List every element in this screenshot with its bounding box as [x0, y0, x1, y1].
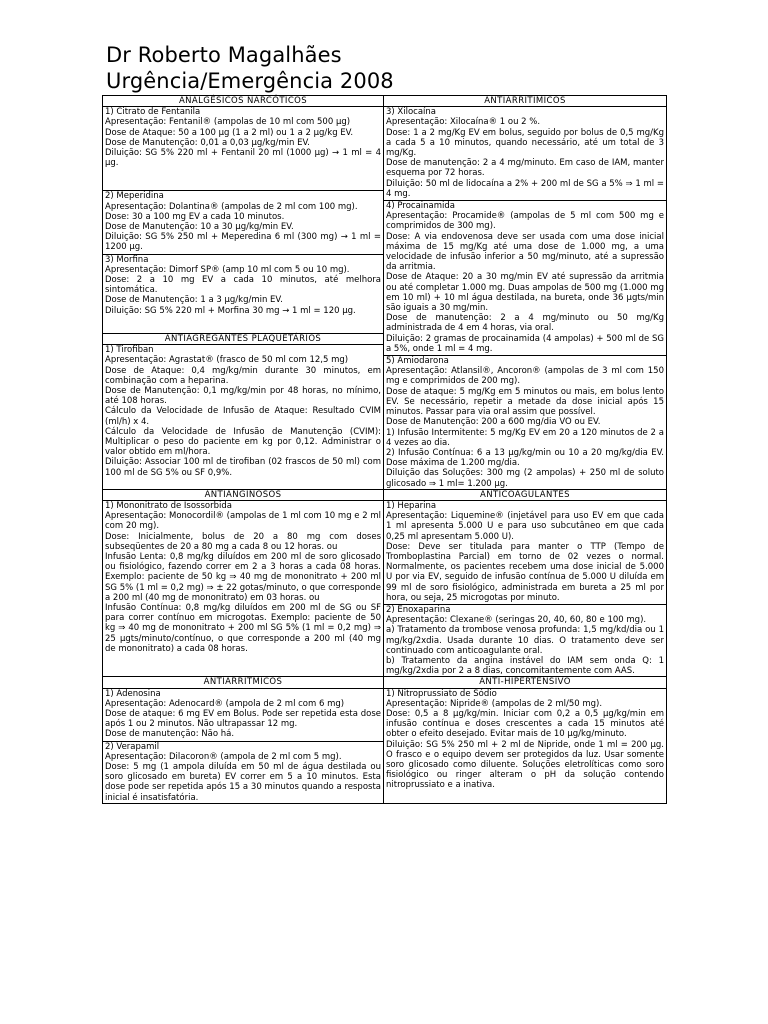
drug-line: Dose: 2 a 10 mg EV a cada 10 minutos, até melhora sintomática.	[105, 275, 381, 296]
drug-title: 3) Morfina	[105, 254, 149, 265]
drug-block-fentanila	[105, 107, 381, 168]
drug-line: Apresentação: Atlansil®, Ancoron® (ampolas de 3 ml com 150 mg e comprimidos de 200 mg).	[386, 366, 664, 387]
section-header-antiarritmicos: ANTIARRITIMICOS	[384, 96, 667, 107]
drug-line: Dose: 1 a 2 mg/Kg EV em bolus, seguido por bolus de 0,5 mg/Kg a cada 5 a 10 minutos, quando necessário, até um total de 3 mg/Kg.	[386, 127, 664, 159]
drug-line: Apresentação: Xilocaína® 1 ou 2 %.	[386, 117, 541, 128]
drug-title: 5) Amiodarona	[386, 356, 449, 367]
drug-line: Diluição: 2 gramas de procainamida (4 ampolas) + 500 ml de SG a 5%, onde 1 ml = 4 mg.	[386, 333, 664, 354]
drug-title: 2) Meperidina	[105, 191, 164, 202]
drug-line: Dose de Manutenção: 0,01 a 0,03 µg/kg/min EV.	[105, 137, 310, 148]
drug-line: Diluição: SG 5% 250 ml + Meperedina 6 ml (300 mg) → 1 ml = 1200 µg.	[105, 232, 381, 253]
drug-line: Dose de Ataque: 0,4 mg/kg/min durante 30 minutos, em combinação com a heparina.	[105, 365, 381, 386]
drug-block-adenosina	[105, 689, 381, 740]
drug-block-nitroprussiato	[386, 689, 664, 791]
drug-line: Dose de Manutenção: 200 a 600 mg/dia VO ou EV.	[386, 417, 601, 428]
antiarritmicos-2-cell	[103, 688, 384, 803]
drug-line: b) Tratamento da angina instável do IAM sem onda Q: 1 mg/kg/2xdia por 2 a 8 dias, concomitantemente com AAS.	[386, 655, 664, 677]
drug-block-tirofiban	[105, 345, 381, 478]
section-header-analgesicos: ANALGÉSICOS NARCÓTICOS	[103, 96, 384, 107]
drug-line: Infusão Lenta: 0,8 mg/kg diluídos em 200 ml de soro glicosado ou fisiológico, fazendo correr em 2 a 3 horas a cada 08 horas. Exemplo: paciente de 50 kg ⇒ 40 mg de mononitrato + 200 ml SG 5% (1 ml = 0,2 mg) ⇒ ± 22 gotas/minuto, o que corresponde a 200 ml (40 mg de mononitrato) em 03 horas. ou	[105, 551, 381, 603]
drug-title: 4) Procainamida	[386, 201, 455, 212]
section-row	[103, 688, 667, 803]
section-header-antianginosos: ANTIANGINOSOS	[103, 489, 384, 500]
section-header-row	[103, 96, 667, 107]
drug-line: Apresentação: Adenocard® (ampola de 2 ml com 6 mg)	[105, 698, 345, 709]
drug-block-verapamil	[105, 742, 381, 803]
drug-line: Cálculo da Velocidade de Infusão de Manutenção (CVIM): Multiplicar o peso do paciente em kg por 0,12. Administrar o valor obtido em ml/hora.	[105, 426, 381, 458]
drug-line: Dose de ataque: 5 mg/Kg em 5 minutos ou mais, em bolus lento EV. Se necessário, repetir a metade da dose inicial após 15 minutos. Passar para via oral assim que possível.	[386, 386, 664, 418]
document-header	[106, 42, 666, 94]
drug-title: 1) Heparina	[386, 500, 437, 511]
drug-line: Dose de Manutenção: 1 a 3 µg/kg/min EV.	[105, 295, 283, 306]
document-title: Urgência/Emergência 2008	[106, 69, 394, 93]
drug-line: a) Tratamento da trombose venosa profunda: 1,5 mg/kd/dia ou 1 mg/kg/2xdia. Usada durante 10 dias. O tratamento deve ser continuado com anticoagulante oral.	[386, 625, 664, 656]
drug-block-morfina	[105, 255, 381, 316]
drug-line: Dose: 0,5 a 8 µg/kg/min. Iniciar com 0,2 a 0,5 µg/kg/min em infusão contínua e doses crescentes a cada 15 minutos até obter o efeito desejado. Evitar mais de 10 µg/kg/minuto.	[386, 708, 664, 740]
drug-line: Apresentação: Nipride® (ampolas de 2 ml/50 mg).	[386, 698, 603, 709]
drug-line: 1) Infusão Intermitente: 5 mg/Kg EV em 20 a 120 minutos de 2 a 4 vezes ao dia.	[386, 427, 664, 448]
drug-title: 2) Enoxaparina	[386, 604, 451, 615]
drug-block-meperidina	[105, 191, 381, 252]
drug-block-enoxaparina	[386, 605, 664, 676]
drug-line: Apresentação: Clexane® (seringas 20, 40, 60, 80 e 100 mg).	[386, 615, 647, 626]
drug-title: 1) Adenosina	[105, 688, 161, 699]
drug-line: 2) Infusão Contínua: 6 a 13 µg/kg/min ou 10 a 20 mg/kg/dia EV. Dose máxima de 1.200 mg/dia.	[386, 447, 664, 469]
anticoagulantes-cell	[384, 500, 667, 676]
drug-line: Apresentação: Dilacoron® (ampola de 2 ml com 5 mg).	[105, 751, 342, 762]
drug-line: Apresentação: Dimorf SP® (amp 10 ml com 5 ou 10 mg).	[105, 264, 350, 275]
section-row	[103, 107, 667, 334]
analgesicos-cell	[103, 107, 384, 334]
drug-title: 1) Citrato de Fentanila	[105, 107, 201, 118]
drug-line: Apresentação: Agrastat® (frasco de 50 ml com 12,5 mg)	[105, 355, 349, 366]
drug-line: Apresentação: Fentanil® (ampolas de 10 ml com 500 µg)	[105, 117, 351, 128]
drug-line: Dose de manutenção: 2 a 4 mg/minuto. Em caso de IAM, manter esquema por 72 horas.	[386, 158, 664, 179]
section-header-row	[103, 677, 667, 688]
drug-line: Diluição das Soluções: 300 mg (2 ampolas) + 250 ml de soluto glicosado ⇒ 1 ml= 1.200 µg.	[386, 468, 664, 489]
section-header-antiarritmicos-2: ANTIARRITMICOS	[103, 677, 384, 688]
drug-title: 1) Nitroprussiato de Sódio	[386, 688, 497, 699]
antihipertensivo-cell	[384, 688, 667, 803]
drug-line: Diluição: SG 5% 220 ml + Morfina 30 mg → 1 ml = 120 µg.	[105, 305, 356, 316]
drug-title: 3) Xilocaína	[386, 107, 437, 118]
drug-line: Apresentação: Monocordil® (ampolas de 1 ml com 10 mg e 2 ml com 20 mg).	[105, 511, 381, 532]
drug-line: Dose de Manutenção: 0,1 mg/kg/min por 48 horas, no mínimo, até 108 horas.	[105, 385, 381, 407]
drug-block-amiodarona	[386, 356, 664, 489]
drug-table	[102, 95, 667, 804]
drug-line: Dose: A via endovenosa deve ser usada com uma dose inicial máxima de 15 mg/Kg até uma dose de 1.000 mg, a uma velocidade de infusão inferior a 50 mg/minuto, até a supressão da arritmia.	[386, 231, 664, 273]
drug-line: Dose de manutenção: Não há.	[105, 729, 235, 740]
drug-title: 1) Tirofiban	[105, 345, 154, 356]
drug-line: Dose de manutenção: 2 a 4 mg/minuto ou 50 mg/Kg administrada de 4 em 4 horas, via oral.	[386, 313, 664, 334]
section-header-antihipertensivo: ANTI-HIPERTENSIVO	[384, 677, 667, 688]
section-header-anticoagulantes: ANTICOAGULANTES	[384, 489, 667, 500]
drug-line: Dose de Manutenção: 10 a 30 µg/kg/min EV.	[105, 222, 294, 233]
antiarritmicos-cell	[384, 107, 667, 490]
drug-line: Dose de ataque: 6 mg EV em Bolus. Pode ser repetida esta dose após 1 ou 2 minutos. Não ultrapassar 12 mg.	[105, 708, 381, 730]
drug-line: Cálculo da Velocidade de Infusão de Ataque: Resultado CVIM (ml/h) x 4.	[105, 406, 381, 427]
drug-line: Dose: Deve ser titulada para manter o TTP (Tempo de Tromboplastina Parcial) em torno de 02 vezes o normal. Normalmente, os pacientes recebem uma dose inicial de 5.000 U por via EV, seguido de infusão contínua de 5.000 U diluída em 99 ml de soro fisiológico, administrada em bureta a 25 ml por hora, ou seja, 25 microgotas por minuto.	[386, 541, 664, 603]
drug-line: Apresentação: Procamide® (ampolas de 5 ml com 500 mg e comprimidos de 300 mg).	[386, 211, 664, 232]
drug-line: Dose: Inicialmente, bolus de 20 a 80 mg com doses subseqüentes de 20 a 80 mg a cada 8 ou 12 horas. ou	[105, 531, 381, 552]
drug-line: Diluição: Associar 100 ml de tirofiban (02 frascos de 50 ml) com 100 ml de SG 5% ou SF 0,9%.	[105, 457, 381, 478]
drug-line: Diluição: SG 5% 220 ml + Fentanil 20 ml (1000 µg) → 1 ml = 4 µg.	[105, 148, 381, 169]
drug-line: Diluição: 50 ml de lidocaína a 2% + 200 ml de SG a 5% ⇒ 1 ml = 4 mg.	[386, 178, 664, 199]
drug-line: Dose: 5 mg (1 ampola diluída em 50 ml de água destilada ou soro glicosado em bureta) EV correr em 5 a 10 minutos. Esta dose pode ser repetida após 15 a 30 minutos quando a resposta inicial é insatisfatória.	[105, 762, 381, 803]
drug-line: Dose: 30 a 100 mg EV a cada 10 minutos.	[105, 211, 285, 222]
drug-line: Apresentação: Liquemine® (injetável para uso EV em que cada 1 ml apresenta 5.000 U e para uso subcutâneo em que cada 0,25 ml apresentam 5.000 U).	[386, 511, 664, 542]
drug-block-procainamida	[386, 201, 664, 354]
drug-line: Apresentação: Dolantina® (ampolas de 2 ml com 100 mg).	[105, 201, 358, 212]
drug-line: Diluição: SG 5% 250 ml + 2 ml de Nipride, onde 1 ml = 200 µg. O frasco e o equipo devem ser protegidos da luz. Usar somente soro glicosado como diluente. Soluções eletrolíticas como soro fisiológico ou ringer alteram o pH da solução contendo nitroprussiato e a inativa.	[386, 739, 664, 791]
section-header-antiagregantes: ANTIAGREGANTES PLAQUETÁRIOS	[103, 333, 384, 344]
section-header-row	[103, 489, 667, 500]
drug-line: Dose de Ataque: 50 a 100 µg (1 a 2 ml) ou 1 a 2 µg/kg EV.	[105, 127, 354, 138]
drug-title: 1) Mononitrato de Isossorbida	[105, 500, 232, 511]
drug-block-mononitrato	[105, 501, 381, 654]
author-title: Dr Roberto Magalhães	[106, 43, 342, 67]
drug-block-heparina	[386, 501, 664, 603]
drug-line: Infusão Contínua: 0,8 mg/kg diluídos em 200 ml de SG ou SF para correr contínuo em microgotas. Exemplo: paciente de 50 kg ⇒ 40 mg de mononitrato + 200 ml SG 5% (1 ml = 0,2 mg) ⇒ 25 µgts/minuto/contínuo, o que corresponde a 200 ml (40 mg de mononitrato) a cada 08 horas.	[105, 602, 381, 654]
antianginosos-cell	[103, 500, 384, 676]
drug-title: 2) Verapamil	[105, 741, 160, 752]
drug-line: Dose de Ataque: 20 a 30 mg/min EV até supressão da arritmia ou até completar 1.000 mg. Duas ampolas de 500 mg (1.000 mg em 10 ml) + 10 ml água destilada, na bureta, onde 36 µgts/min são iguais a 30 mg/min.	[386, 272, 664, 314]
antiagregantes-cell	[103, 345, 384, 490]
section-row	[103, 500, 667, 676]
drug-block-xilocaina	[386, 107, 664, 199]
